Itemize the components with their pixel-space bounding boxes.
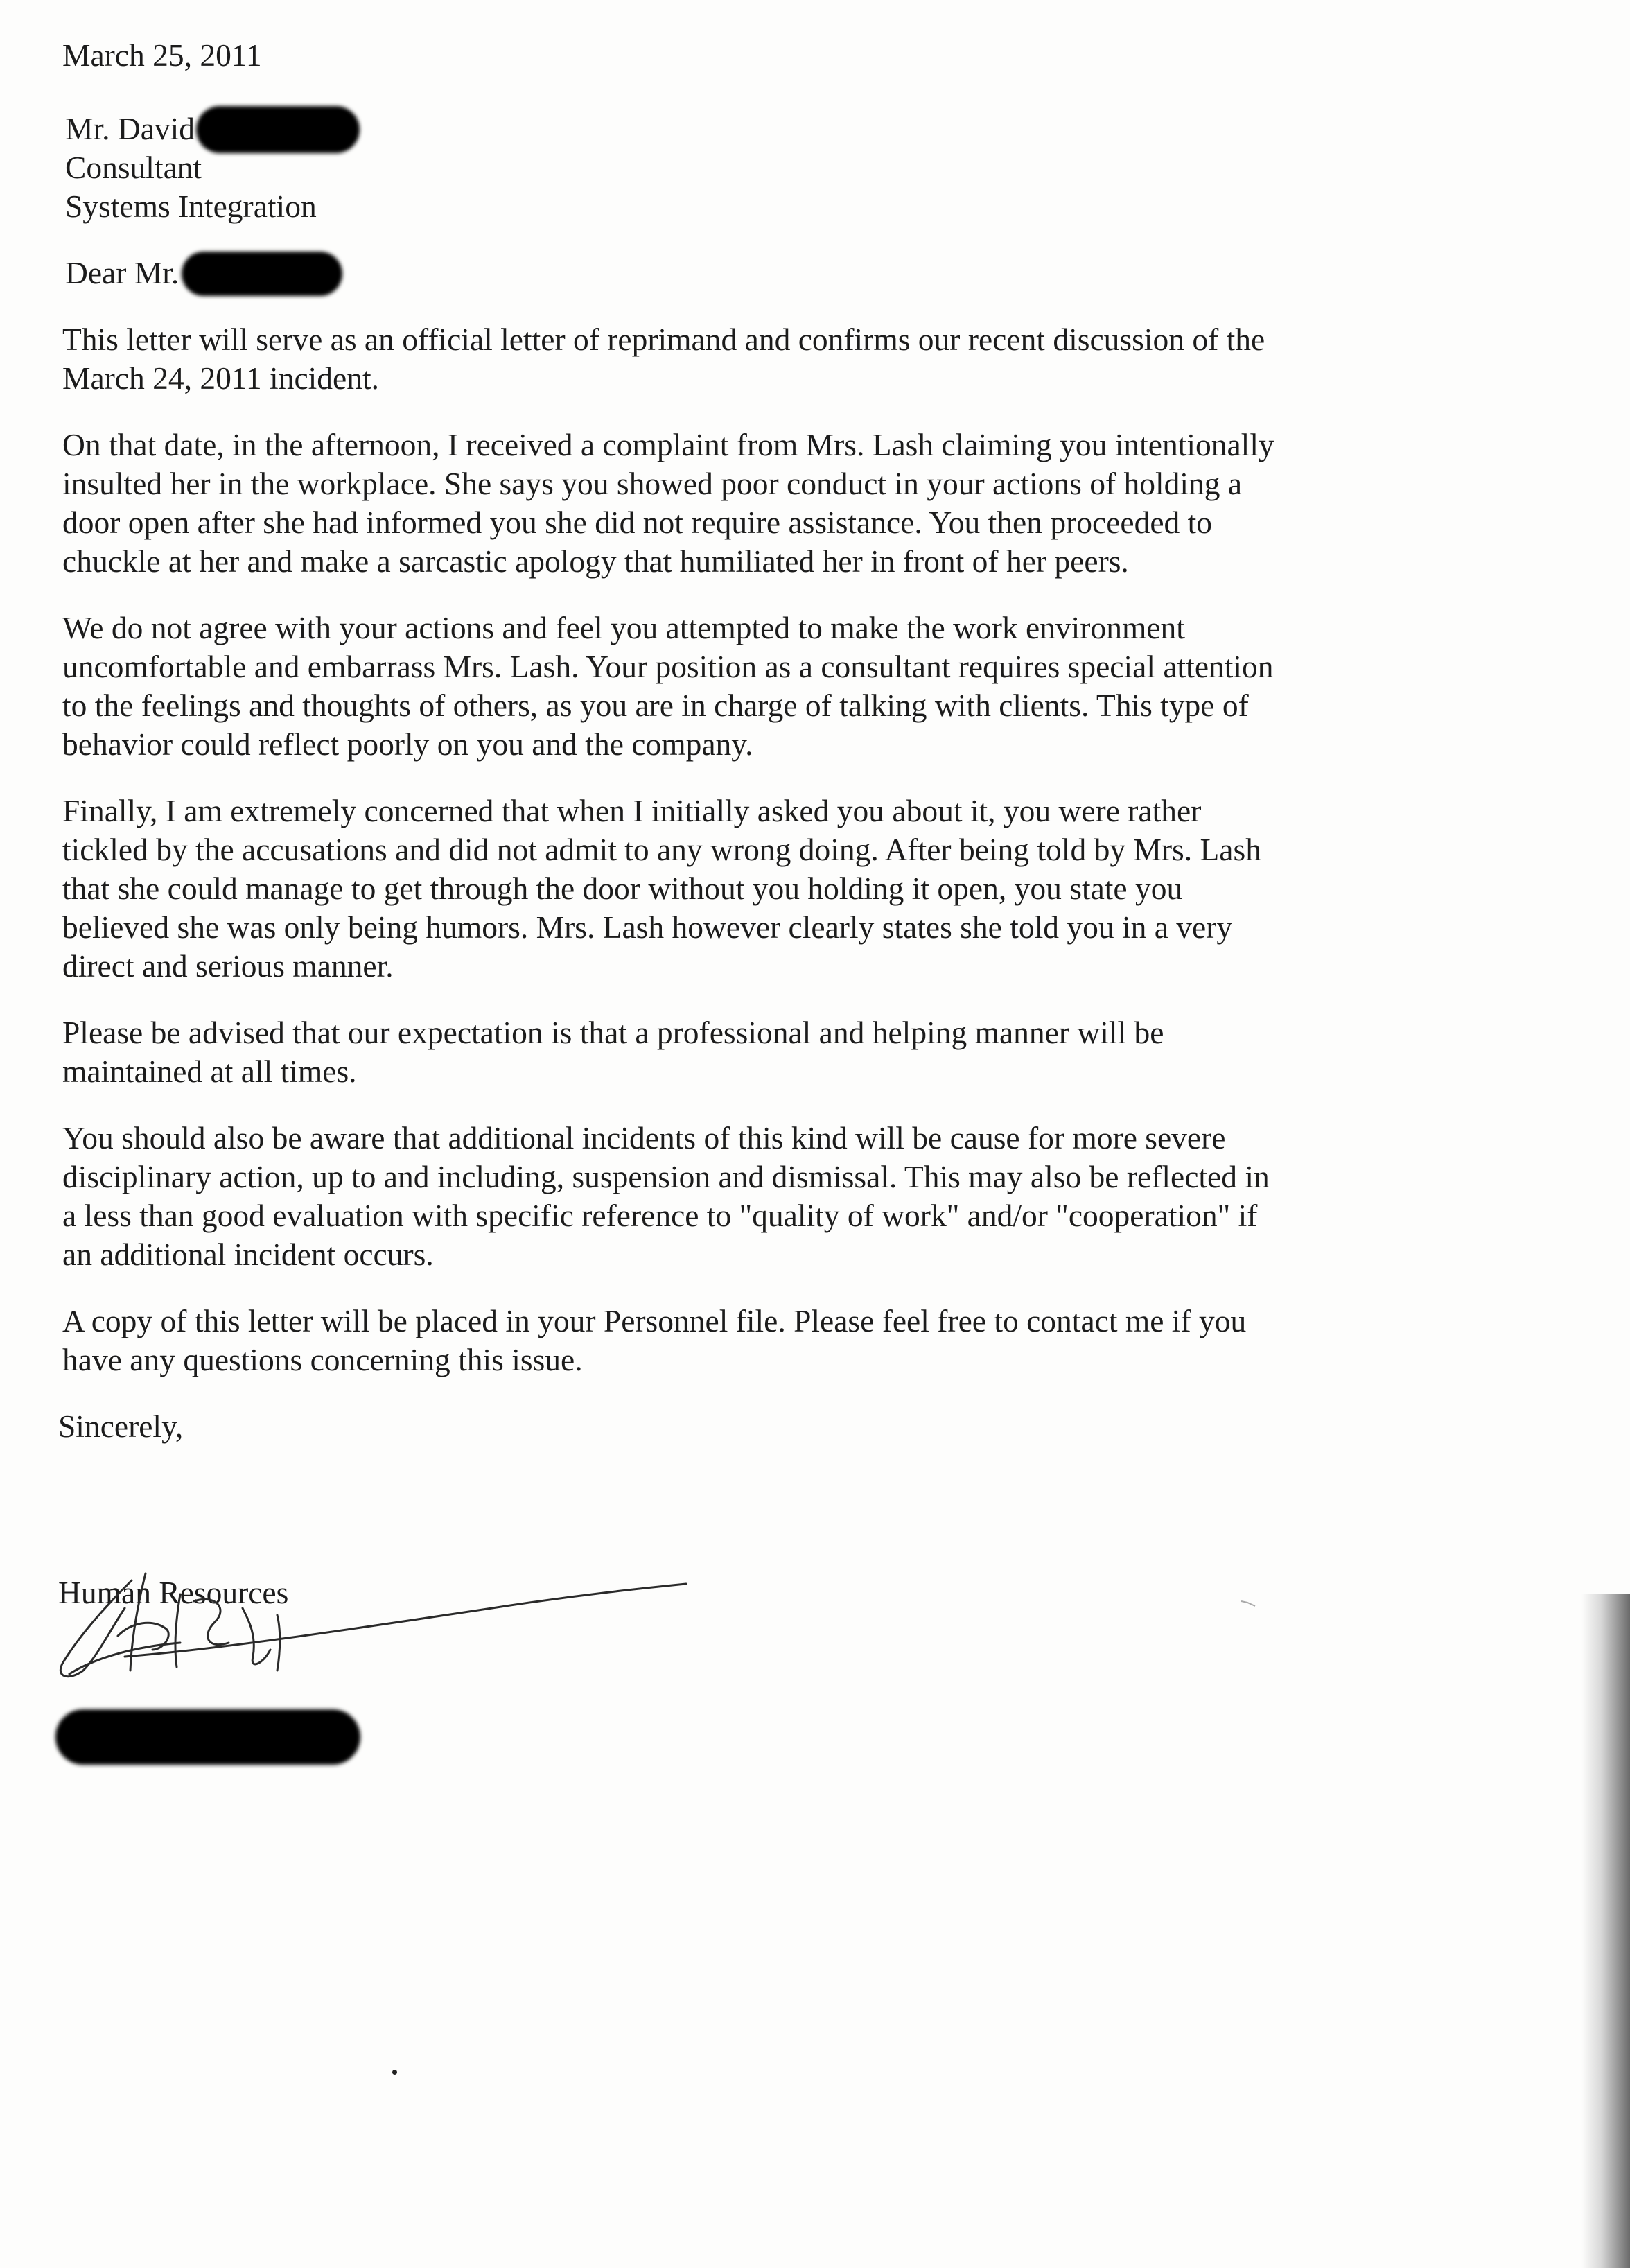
paragraph-line: to the feelings and thoughts of others, as you are in charge of talking with clients. This type of	[62, 688, 1249, 723]
paragraph-line: Finally, I am extremely concerned that when I initially asked you about it, you were rather	[62, 793, 1202, 828]
scan-mark-icon	[1241, 1600, 1256, 1607]
scan-speck	[392, 2070, 397, 2075]
paragraph-line: have any questions concerning this issue.	[62, 1342, 583, 1377]
paragraph-5	[62, 1013, 1451, 1091]
paragraph-line: Please be advised that our expectation is that a professional and helping manner will be	[62, 1015, 1164, 1050]
paragraph-line: This letter will serve as an official letter of reprimand and confirms our recent discussion of the	[62, 322, 1265, 357]
redacted-surname	[196, 106, 360, 153]
paragraph-line: chuckle at her and make a sarcastic apology that humiliated her in front of her peers.	[62, 543, 1129, 579]
redacted-signer-name	[55, 1709, 360, 1765]
paragraph-line: We do not agree with your actions and feel you attempted to make the work environment	[62, 610, 1185, 645]
recipient-title: Consultant	[65, 150, 202, 185]
paragraph-7	[62, 1302, 1451, 1379]
paragraph-line: uncomfortable and embarrass Mrs. Lash. Your position as a consultant requires special attention	[62, 649, 1274, 684]
letter-body	[58, 36, 1451, 1612]
signature-icon	[42, 1553, 735, 1705]
salutation-text: Dear Mr.	[65, 255, 179, 290]
recipient-name-prefix: Mr. David	[65, 111, 195, 146]
paragraph-2	[62, 426, 1451, 581]
paragraph-line: tickled by the accusations and did not admit to any wrong doing. After being told by Mrs. Lash	[62, 832, 1261, 867]
paragraph-line: March 24, 2011 incident.	[62, 360, 379, 396]
paragraph-line: an additional incident occurs.	[62, 1237, 434, 1272]
paragraph-line: a less than good evaluation with specific reference to "quality of work" and/or "cooperation" if	[62, 1198, 1258, 1233]
paragraph-line: A copy of this letter will be placed in your Personnel file. Please feel free to contact me if you	[62, 1303, 1247, 1338]
paragraph-6	[62, 1119, 1451, 1274]
recipient-department: Systems Integration	[65, 189, 317, 224]
scan-edge-shadow	[1581, 1594, 1630, 2268]
paragraph-line: door open after she had informed you she did not require assistance. You then proceeded to	[62, 505, 1213, 540]
redacted-salutation-name	[182, 252, 342, 296]
paragraph-line: behavior could reflect poorly on you and the company.	[62, 726, 753, 762]
paragraph-line: You should also be aware that additional incidents of this kind will be cause for more severe	[62, 1120, 1226, 1155]
paragraph-1	[62, 320, 1451, 398]
closing: Sincerely,	[58, 1408, 184, 1444]
recipient-name	[65, 110, 1451, 148]
handwritten-signature	[42, 1553, 735, 1705]
paragraph-line: believed she was only being humors. Mrs. Lash however clearly states she told you in a very	[62, 909, 1233, 945]
paragraph-line: On that date, in the afternoon, I received a complaint from Mrs. Lash claiming you intentionally	[62, 427, 1274, 462]
paragraph-line: insulted her in the workplace. She says you showed poor conduct in your actions of holding a	[62, 466, 1243, 501]
paragraph-3	[62, 609, 1451, 764]
recipient-block	[58, 110, 1451, 226]
paragraph-line: disciplinary action, up to and including, suspension and dismissal. This may also be reflected in	[62, 1159, 1270, 1194]
letter-date: March 25, 2011	[62, 37, 262, 73]
salutation	[65, 254, 1451, 293]
paragraph-4	[62, 792, 1451, 986]
paragraph-line: maintained at all times.	[62, 1054, 357, 1089]
signer-department: Human Resources	[58, 1575, 289, 1610]
paragraph-line: direct and serious manner.	[62, 948, 394, 984]
paragraph-line: that she could manage to get through the door without you holding it open, you state you	[62, 871, 1183, 906]
